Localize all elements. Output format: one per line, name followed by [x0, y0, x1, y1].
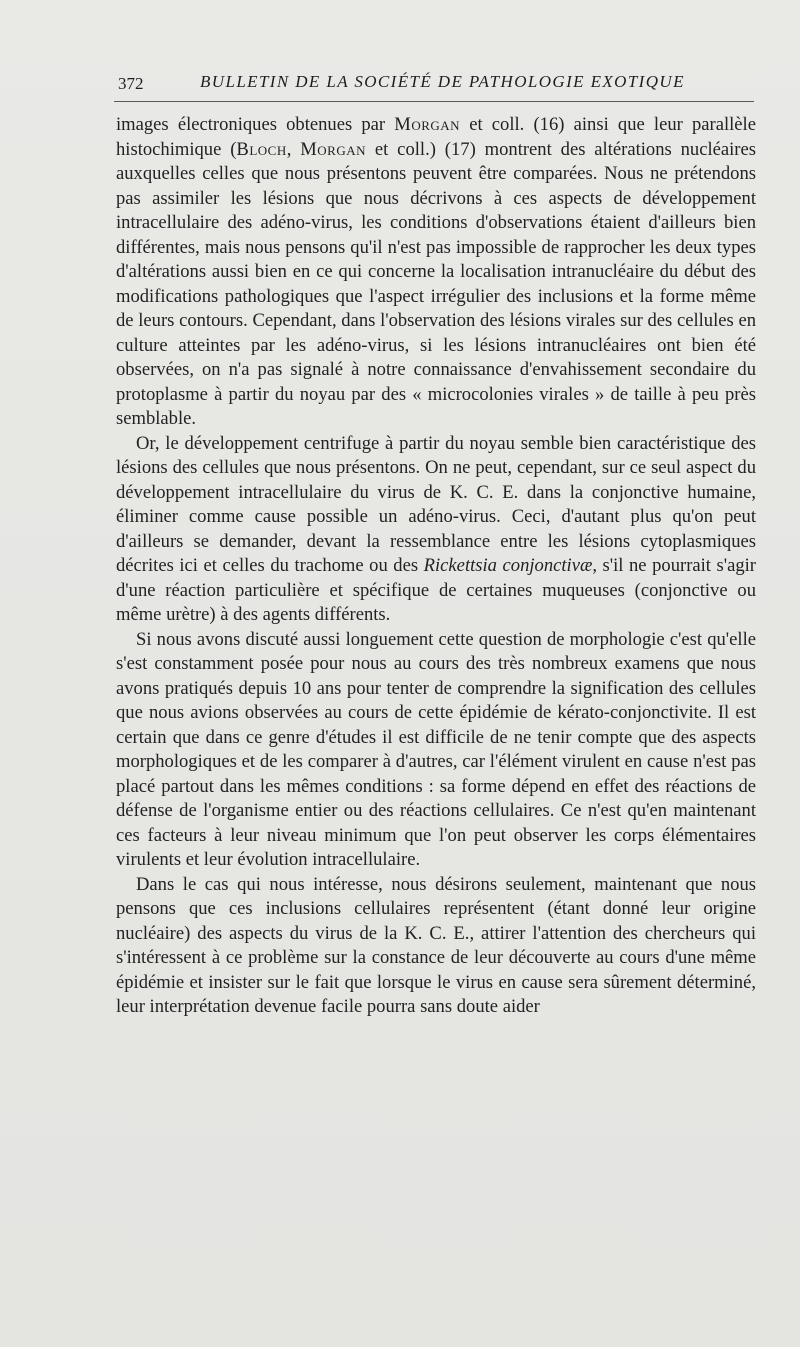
page-number: 372: [118, 74, 144, 93]
paragraph-2-text: Or, le développement centrifuge à partir du noyau semble bien caractéristique des lésions des cellules que nous présentons. On ne peut, cependant, sur ce seul aspect du développement intracellulaire du virus de K. C. E. dans la conjonctive humaine, éliminer comme cause possible un adéno-virus. Ceci, d'autant plus qu'on peut d'ailleurs se demander, devant la ressemblance entre les lésions cytoplasmiques décrites ici et celles du trachome ou des: [116, 432, 756, 576]
paragraph-1-text: images électroniques obtenues par: [116, 114, 395, 135]
page-header: [114, 72, 754, 102]
paragraph-3: Si nous avons discuté aussi longuement cette question de morphologie c'est qu'elle s'est constamment posée pour nous au cours des très nombreux examens que nous avons pratiqués depuis 10 ans pour tenter de comprendre la signification des cellules que nous avions observées au cours de cette épidémie de kérato-conjonctivite. Il est certain que dans ce genre d'études il est difficile de ne tenir compte que des aspects morphologiques et de les comparer à d'autres, car l'élément virulent en cause n'est pas placé partout dans les mêmes conditions : sa forme dépend en effet des réactions de défense de l'organisme entier ou des réactions cellulaires. Ce n'est qu'en maintenant ces facteurs à leur niveau minimum que l'on peut observer les corps élémentaires virulents et leur évolution intracellulaire.: [116, 628, 756, 870]
paragraph-2-text: , s'il ne pourrait s'agir d'une réaction particulière et spécifique de certaines muqueuses (conjonctive ou même urètre) à des agents différents.: [116, 555, 757, 625]
author-reference: Bloch: [236, 138, 287, 160]
paragraph-1: [116, 113, 756, 432]
paragraph-2: [116, 432, 756, 628]
author-reference: Morgan: [394, 114, 461, 135]
species-name: Rickettsia conjonctivæ: [423, 555, 593, 576]
paragraph-1-text: ,: [286, 138, 301, 160]
running-title: BULLETIN DE LA SOCIÉTÉ DE PATHOLOGIE EXOTIQUE: [200, 72, 685, 91]
paragraph-1-text: et coll.) (17) montrent des altérations nucléaires auxquelles celles que nous présentons peuvent être comparées. Nous ne prétendons pas assimiler les lésions que nous décrivons à ces aspects de développement intracellulaire des adéno-virus, les conditions d'observations étaient d'ailleurs bien différentes, mais nous pensons qu'il n'est pas impossible de rapprocher les deux types d'altérations aussi bien en ce qui concerne la localisation intranucléaire du début des modifications pathologiques que l'aspect irrégulier des inclusions et la forme même de leurs contours. Cependant, dans l'observation des lésions virales sur des cellules en culture atteintes par les adéno-virus, si les lésions intranucléaires ont bien été observées, on n'a pas signalé à notre connaissance d'envahissement secondaire du protoplasme à partir du noyau par des « microcolonies virales » de taille à peu près semblable.: [116, 138, 756, 429]
paragraph-1-text: et coll. (16) ainsi que leur parallèle histochimique (: [116, 114, 756, 160]
author-reference: Morgan: [300, 138, 367, 160]
paragraph-4: Dans le cas qui nous intéresse, nous désirons seulement, maintenant que nous pensons que ces inclusions cellulaires représentent (étant donné leur origine nucléaire) des aspects du virus de la K. C. E., attirer l'attention des chercheurs qui s'intéressent à ce problème sur la constance de leur découverte au cours d'une même épidémie et insister sur le fait que lorsque le virus en cause sera sûrement déterminé, leur interprétation devenue facile pourra sans doute aider: [116, 873, 756, 1017]
article-body: [116, 113, 756, 1020]
header-rule: [114, 101, 754, 102]
